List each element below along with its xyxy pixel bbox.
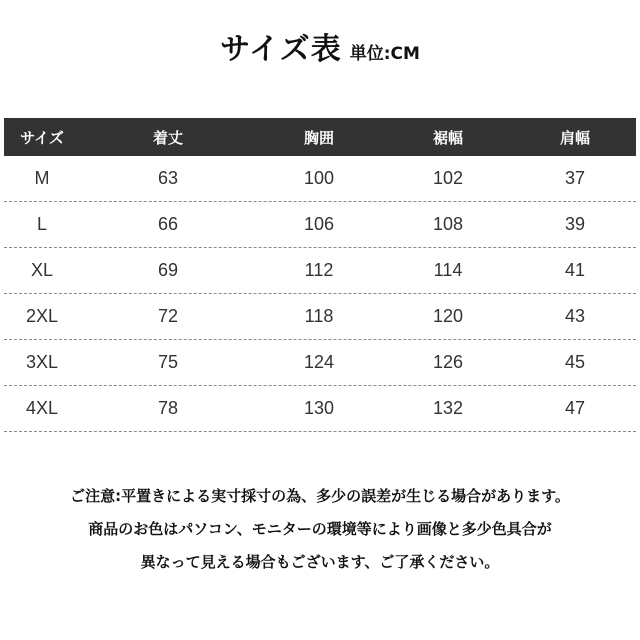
size-cell: L — [36, 214, 47, 234]
header-hem-width: 裾幅 — [432, 128, 463, 147]
table-row — [4, 248, 636, 294]
header-length: 着丈 — [152, 128, 183, 147]
notes-block — [0, 483, 640, 582]
title-bar — [0, 24, 640, 68]
size-table — [4, 118, 636, 432]
length-cell: 66 — [157, 214, 179, 234]
hem-width-cell: 132 — [432, 398, 464, 418]
table-row — [4, 340, 636, 386]
table-row — [4, 202, 636, 248]
page-title: サイズ表 — [220, 32, 342, 67]
size-cell: 2XL — [25, 306, 59, 326]
shoulder-width-cell: 47 — [564, 398, 586, 418]
length-cell: 63 — [157, 168, 179, 188]
shoulder-width-cell: 37 — [564, 168, 586, 188]
hem-width-cell: 120 — [432, 306, 464, 326]
length-cell: 78 — [157, 398, 179, 418]
hem-width-cell: 126 — [432, 352, 464, 372]
length-cell: 75 — [157, 352, 179, 372]
chest-cell: 118 — [304, 306, 334, 326]
hem-width-cell: 102 — [432, 168, 464, 188]
chest-cell: 100 — [303, 168, 335, 188]
note-line: 商品のお色はパソコン、モニターの環境等により画像と多少色具合が — [88, 520, 552, 538]
unit-label: 単位:CM — [349, 44, 420, 64]
table-row — [4, 294, 636, 340]
size-cell: XL — [30, 260, 54, 280]
header-chest: 胸囲 — [303, 128, 334, 147]
shoulder-width-cell: 39 — [564, 214, 586, 234]
size-cell: M — [34, 168, 50, 188]
chest-cell: 106 — [303, 214, 335, 234]
hem-width-cell: 114 — [433, 260, 463, 280]
shoulder-width-cell: 45 — [564, 352, 586, 372]
chest-cell: 124 — [303, 352, 335, 372]
size-cell: 3XL — [25, 352, 59, 372]
header-size: サイズ — [20, 128, 64, 147]
header-shoulder-width: 肩幅 — [559, 128, 590, 147]
chest-cell: 130 — [303, 398, 335, 418]
length-cell: 69 — [157, 260, 179, 280]
table-row — [4, 386, 636, 432]
table-header — [4, 118, 636, 156]
note-line: ご注意:平置きによる実寸採寸の為、多少の誤差が生じる場合があります。 — [70, 487, 570, 505]
shoulder-width-cell: 43 — [564, 306, 586, 326]
shoulder-width-cell: 41 — [564, 260, 586, 280]
size-cell: 4XL — [25, 398, 59, 418]
length-cell: 72 — [157, 306, 179, 326]
hem-width-cell: 108 — [432, 214, 464, 234]
note-line: 異なって見える場合もございます、ご了承ください。 — [140, 553, 500, 571]
chest-cell: 112 — [304, 260, 334, 280]
table-row — [4, 156, 636, 202]
